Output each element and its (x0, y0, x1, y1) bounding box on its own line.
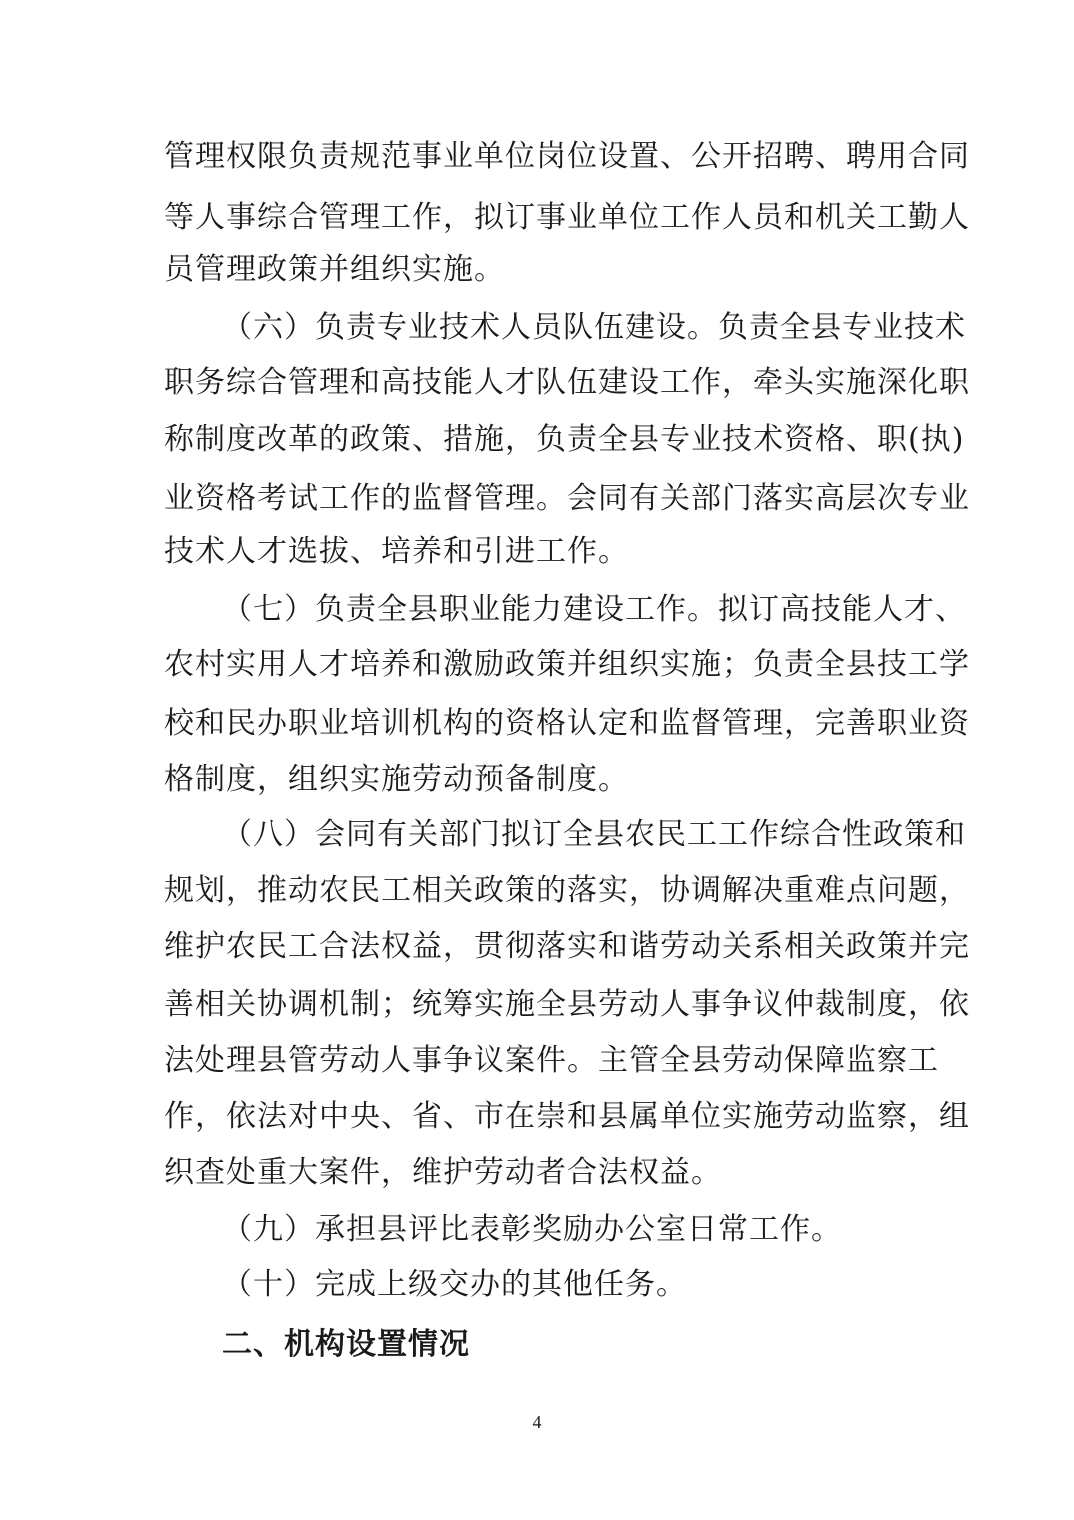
body-text-line: 员管理政策并组织实施。 (164, 252, 505, 287)
body-text-line: （九）承担县评比表彰奖励办公室日常工作。 (222, 1212, 842, 1247)
body-text-line: 校和民办职业培训机构的资格认定和监督管理，完善职业资 (164, 706, 970, 741)
body-text-line: （六）负责专业技术人员队伍建设。负责全县专业技术 (222, 310, 966, 345)
body-text-line: 规划，推动农民工相关政策的落实，协调解决重难点问题， (164, 873, 970, 908)
body-text-line: 农村实用人才培养和激励政策并组织实施；负责全县技工学 (164, 647, 970, 682)
body-text-line: 称制度改革的政策、措施，负责全县专业技术资格、职(执) (164, 422, 965, 457)
body-text-line: 格制度，组织实施劳动预备制度。 (164, 762, 629, 797)
body-text-line: 管理权限负责规范事业单位岗位设置、公开招聘、聘用合同 (164, 139, 970, 174)
body-text-line: 职务综合管理和高技能人才队伍建设工作，牵头实施深化职 (164, 365, 970, 400)
body-text-line: 维护农民工合法权益，贯彻落实和谐劳动关系相关政策并完 (164, 929, 970, 964)
body-text-line: 等人事综合管理工作，拟订事业单位工作人员和机关工勤人 (164, 200, 970, 235)
body-text-line: 业资格考试工作的监督管理。会同有关部门落实高层次专业 (164, 481, 970, 516)
page-number: 4 (532, 1412, 542, 1432)
body-text-line: 作，依法对中央、省、市在崇和县属单位实施劳动监察，组 (164, 1099, 970, 1134)
body-text-line: （十）完成上级交办的其他任务。 (222, 1267, 687, 1302)
body-text-line: 法处理县管劳动人事争议案件。主管全县劳动保障监察工 (164, 1043, 939, 1078)
body-text-line: （八）会同有关部门拟订全县农民工工作综合性政策和 (222, 817, 966, 852)
body-text-line: 善相关协调机制；统筹实施全县劳动人事争议仲裁制度，依 (164, 987, 970, 1022)
body-text-line: 织查处重大案件，维护劳动者合法权益。 (164, 1155, 722, 1190)
section-heading: 二、机构设置情况 (222, 1327, 470, 1362)
body-text-line: （七）负责全县职业能力建设工作。拟订高技能人才、 (222, 592, 966, 627)
body-text-line: 技术人才选拔、培养和引进工作。 (164, 534, 629, 569)
